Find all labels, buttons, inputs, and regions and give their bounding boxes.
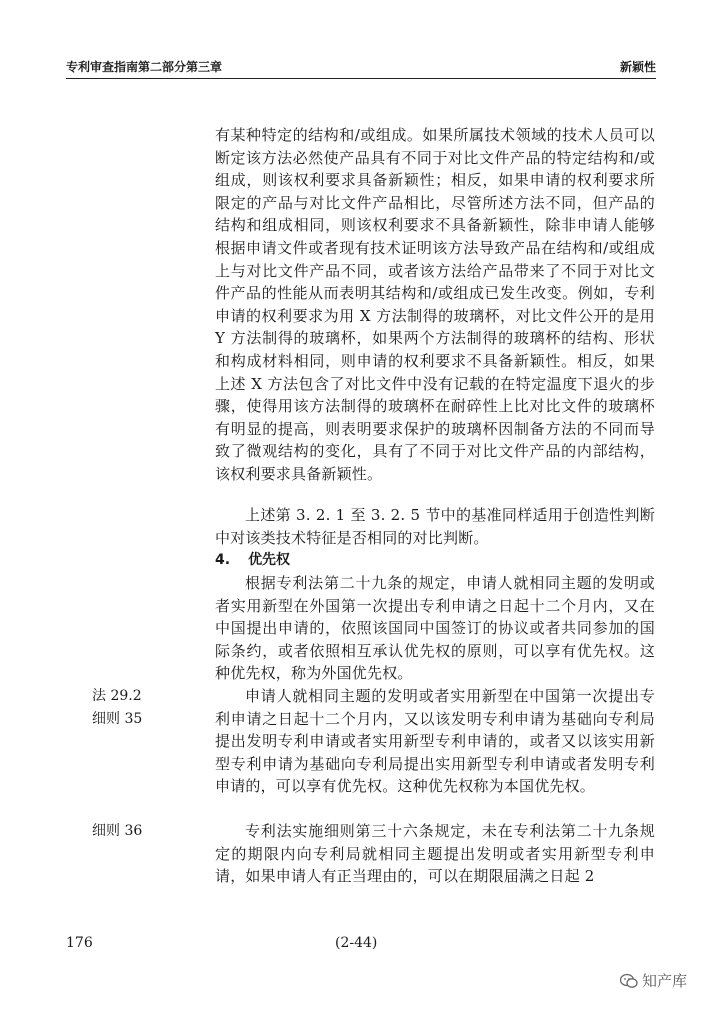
wechat-icon — [620, 973, 638, 989]
watermark — [620, 970, 687, 991]
paragraph-creativity-note: 上述第 3. 2. 1 至 3. 2. 5 节中的基准同样适用于创造性判断中对该类技术特征是否相同的对比判断。 — [215, 506, 655, 547]
section-title: 优先权 — [248, 552, 291, 568]
section-heading — [215, 549, 290, 569]
running-header — [66, 56, 656, 79]
header-chapter-title: 专利审查指南第二部分第三章 — [66, 60, 223, 74]
paragraph-restore-priority: 专利法实施细则第三十六条规定，未在专利法第二十九条规定的期限内向专利局就相同主题提出发明或者实用新型专利申请，如果申请人有正当理由的，可以在期限届满之日起 2 — [215, 822, 655, 886]
margin-note-line: 法 29.2 — [92, 688, 142, 704]
page-number: 176 — [66, 935, 93, 951]
paragraph-foreign-priority: 根据专利法第二十九条的规定，申请人就相同主题的发明或者实用新型在外国第一次提出专利申请之日起十二个月内，又在中国提出申请的，依照该国同中国签订的协议或者共同参加的国际条约，或者依照相互承认优先权的原则，可以享有优先权。这种优先权，称为外国优先权。 — [215, 574, 655, 683]
margin-note-law-29-2 — [92, 685, 142, 730]
header-section-title: 新颖性 — [619, 60, 656, 74]
section-page-number: (2-44) — [335, 935, 378, 951]
paragraph-domestic-priority: 申请人就相同主题的发明或者实用新型在中国第一次提出专利申请之日起十二个月内，又以该发明专利申请为基础向专利局提出发明专利申请或者实用新型专利申请的，或者又以该实用新型专利申请为基础向专利局提出实用新型专利申请或者发明专利申请的，可以享有优先权。这种优先权称为本国优先权。 — [215, 687, 655, 796]
watermark-text: 知产库 — [642, 972, 688, 990]
margin-note-rule-36: 细则 36 — [92, 823, 143, 839]
margin-note-line: 细则 35 — [92, 710, 143, 727]
paragraph-product-by-process: 有某种特定的结构和/或组成。如果所属技术领域的技术人员可以断定该方法必然使产品具有不同于对比文件产品的特定结构和/或组成，则该权利要求具备新颖性；相反，如果申请的权利要求所限定的产品与对比文件产品相比，尽管所述方法不同，但产品的结构和组成相同，则该权利要求不具备新颖性，除非申请人能够根据申请文件或者现有技术证明该方法导致产品在结构和/或组成上与对比文件产品不同，或者该方法给产品带来了不同于对比文件产品的性能从而表明其结构和/或组成已发生改变。例如，专利申请的权利要求为用 X 方法制得的玻璃杯，对比文件公开的是用 Y 方法制得的玻璃杯，如果两个方法制得的玻璃杯的结构、形状和构成材料相同，则申请的权利要求不具备新颖性。相反，如果上述 X 方法包含了对比文件中没有记载的在特定温度下退火的步骤，使得用该方法制得的玻璃杯在耐碎性上比对比文件的玻璃杯有明显的提高，则表明要求保护的玻璃杯因制备方法的不同而导致了微观结构的变化，具有了不同于对比文件产品的内部结构，该权利要求具备新颖性。 — [215, 126, 655, 483]
section-number: 4. — [215, 552, 231, 568]
